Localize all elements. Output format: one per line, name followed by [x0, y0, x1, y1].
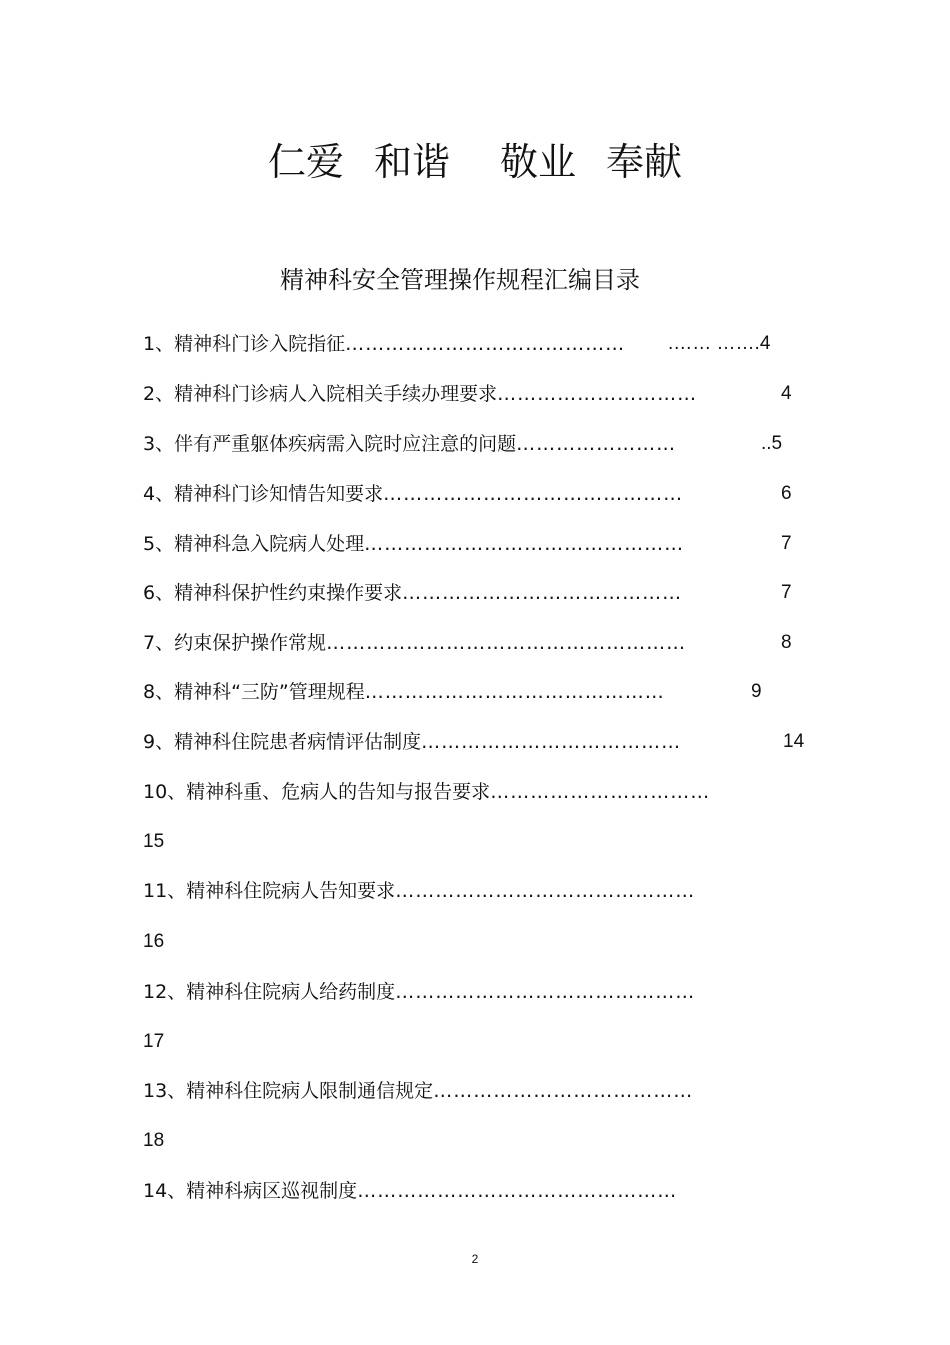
toc-entry-leader: ………………………………… — [433, 1080, 694, 1102]
motto-word: 仁爱 — [267, 140, 344, 184]
toc-entry[interactable] — [143, 727, 681, 757]
toc-entry-text: 8、精神科“三防”管理规程 — [143, 681, 365, 703]
toc-entry-leader: …………………………………… — [345, 333, 626, 355]
toc-entry-page: 14 — [783, 731, 805, 752]
toc-entry-page: 18 — [143, 1130, 165, 1151]
toc-entry-page: 8 — [781, 632, 792, 653]
toc-entry-text: 3、伴有严重躯体疾病需入院时应注意的问题 — [143, 433, 517, 455]
toc-entry-text: 5、精神科急入院病人处理 — [143, 533, 365, 555]
toc-entry[interactable] — [143, 379, 697, 409]
toc-entry-text: 10、精神科重、危病人的告知与报告要求 — [143, 781, 491, 803]
toc-entry-page: .…… …….4 — [668, 333, 771, 354]
toc-entry[interactable] — [143, 677, 665, 707]
toc-entry-page: 7 — [781, 533, 792, 554]
toc-entry-leader: ………………………… — [497, 383, 698, 405]
toc-entry-text: 9、精神科住院患者病情评估制度 — [143, 731, 422, 753]
toc-entry-page: 4 — [781, 383, 792, 404]
toc-entry-text: 13、精神科住院病人限制通信规定 — [143, 1080, 434, 1102]
toc-entry[interactable] — [143, 578, 682, 608]
toc-entry-text: 12、精神科住院病人给药制度 — [143, 981, 396, 1003]
toc-entry-leader: ……………………………………………… — [326, 632, 687, 654]
toc-entry[interactable] — [143, 777, 710, 807]
toc-entry-page: 17 — [143, 1031, 165, 1052]
toc-entry-text: 1、精神科门诊入院指征 — [143, 333, 346, 355]
toc-entry[interactable] — [143, 1076, 693, 1106]
toc-entry[interactable] — [143, 628, 686, 658]
toc-entry-text: 14、精神科病区巡视制度 — [143, 1180, 358, 1202]
toc-entry-leader: …………………………………… — [402, 582, 683, 604]
toc-entry-leader: ……………………………………… — [364, 681, 665, 703]
toc-entry[interactable] — [143, 479, 683, 509]
toc-entry-page: 16 — [143, 931, 165, 952]
toc-entry[interactable] — [143, 876, 695, 906]
toc-entry[interactable] — [143, 1176, 677, 1206]
toc-entry-leader: ……………………………………… — [395, 880, 696, 902]
toc-entry-page: 6 — [781, 483, 792, 504]
toc-entry-leader: ……………………………………… — [395, 981, 696, 1003]
toc-entry-page: ..5 — [761, 433, 783, 454]
toc-entry-leader: ………………………………………… — [364, 533, 685, 555]
toc-entry[interactable] — [143, 977, 695, 1007]
toc-entry-page: 15 — [143, 831, 165, 852]
toc-entry[interactable] — [143, 429, 676, 459]
toc-entry-leader: ………………………………… — [421, 731, 682, 753]
toc-entry-text: 11、精神科住院病人告知要求 — [143, 880, 396, 902]
toc-entry-leader: …………………… — [516, 433, 677, 455]
toc-entry-leader: ………………………………………… — [357, 1180, 678, 1202]
page-number: 2 — [471, 1252, 479, 1266]
motto-word: 奉献 — [606, 140, 683, 184]
toc-entry[interactable] — [143, 529, 684, 559]
toc-entry-leader: …………………………… — [490, 781, 711, 803]
toc-entry-leader: ……………………………………… — [383, 483, 684, 505]
toc-entry-text: 7、约束保护操作常规 — [143, 632, 327, 654]
toc-title: 精神科安全管理操作规程汇编目录 — [280, 266, 640, 294]
toc-entry[interactable] — [143, 329, 625, 359]
toc-entry-page: 7 — [781, 582, 792, 603]
motto-word: 敬业 — [500, 140, 577, 184]
motto-heading — [0, 134, 950, 190]
motto-word: 和谐 — [373, 140, 450, 184]
toc-entry-text: 2、精神科门诊病人入院相关手续办理要求 — [143, 383, 498, 405]
toc-entry-text: 4、精神科门诊知情告知要求 — [143, 483, 384, 505]
toc-entry-page: 9 — [751, 681, 762, 702]
toc-entry-text: 6、精神科保护性约束操作要求 — [143, 582, 403, 604]
